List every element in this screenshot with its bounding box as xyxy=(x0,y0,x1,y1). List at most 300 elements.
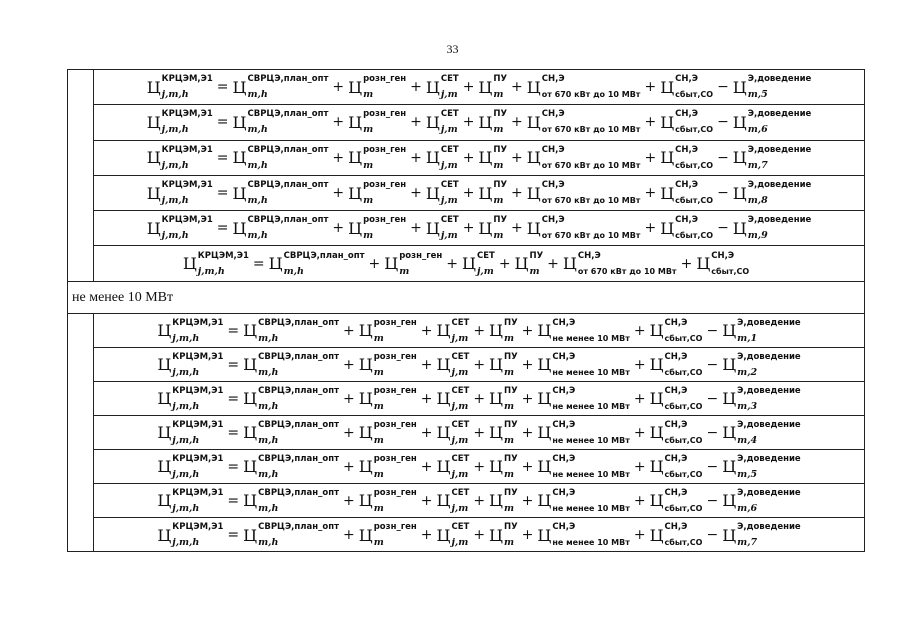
superscript: СН,Э xyxy=(541,180,565,191)
superscript: СВРЦЭ,план_опт xyxy=(258,522,340,532)
price-symbol: Ц xyxy=(348,77,363,97)
subscript: не менее 10 МВт xyxy=(552,503,630,513)
subscript: m,h xyxy=(247,230,268,242)
operator: + xyxy=(521,424,534,441)
left-column-bottom xyxy=(68,314,94,552)
subscript: m,1 xyxy=(737,332,758,344)
superscript: СН,Э xyxy=(711,250,735,261)
operator: − xyxy=(706,458,719,475)
superscript: СН,Э xyxy=(541,109,565,120)
superscript: СН,Э xyxy=(552,487,576,498)
superscript: СВРЦЭ,план_опт xyxy=(247,180,329,191)
superscript: СН,Э xyxy=(541,74,565,85)
superscript: розн_ген xyxy=(373,385,417,396)
formula-table xyxy=(67,69,865,552)
formula-term xyxy=(243,317,340,344)
formula-term xyxy=(425,215,459,242)
price-symbol: Ц xyxy=(660,148,675,168)
price-symbol: Ц xyxy=(514,254,529,274)
superscript: розн_ген xyxy=(373,351,417,362)
superscript: розн_ген xyxy=(363,180,407,191)
formula-term xyxy=(722,522,801,548)
operator: + xyxy=(644,149,657,166)
superscript: розн_ген xyxy=(373,419,417,430)
superscript: ПУ xyxy=(529,250,544,261)
price-symbol: Ц xyxy=(436,457,451,476)
subscript: сбыт,СО xyxy=(664,503,703,513)
subscript: m,h xyxy=(247,124,268,136)
superscript: СН,Э xyxy=(552,351,576,362)
formula-term xyxy=(232,215,329,242)
superscript: Э,доведение xyxy=(747,74,812,85)
superscript: КРЦЭМ,Э1 xyxy=(161,215,213,226)
subscript: от 670 кВт до 10 МВт xyxy=(541,231,641,241)
operator: = xyxy=(227,458,240,475)
subscript: j,m xyxy=(440,124,458,136)
subscript: j,m,h xyxy=(172,366,200,378)
subscript: j,m,h xyxy=(172,537,200,548)
formula-term xyxy=(732,74,812,101)
operator: − xyxy=(706,492,719,509)
price-symbol: Ц xyxy=(722,457,737,476)
price-symbol: Ц xyxy=(462,254,476,274)
price-symbol: Ц xyxy=(146,148,161,168)
superscript: СЕТ xyxy=(451,351,470,362)
price-symbol: Ц xyxy=(232,183,247,203)
subscript: m,5 xyxy=(737,468,758,480)
superscript: СЕТ xyxy=(451,453,470,464)
subscript: j,m xyxy=(440,159,458,171)
formula-term xyxy=(157,351,224,378)
price-symbol: Ц xyxy=(157,389,172,408)
subscript: m,7 xyxy=(747,159,768,171)
price-symbol: Ц xyxy=(243,389,258,408)
operator: + xyxy=(473,458,486,475)
superscript: СН,Э xyxy=(664,453,688,464)
operator: + xyxy=(343,527,355,543)
superscript: СН,Э xyxy=(675,215,698,226)
subscript: m xyxy=(373,537,384,548)
subscript: m,h xyxy=(247,195,268,207)
price-symbol: Ц xyxy=(146,183,161,203)
formula-term xyxy=(732,144,812,171)
superscript: СВРЦЭ,план_опт xyxy=(247,74,329,85)
subscript: m xyxy=(373,502,384,514)
superscript: СЕТ xyxy=(440,144,459,155)
price-symbol: Ц xyxy=(157,525,172,545)
formula-term xyxy=(358,453,417,480)
superscript: ПУ xyxy=(493,215,508,226)
superscript: СН,Э xyxy=(552,419,576,430)
superscript: розн_ген xyxy=(373,453,417,464)
operator: + xyxy=(521,322,534,339)
price-symbol: Ц xyxy=(243,457,258,476)
operator: + xyxy=(332,220,345,237)
formula-term xyxy=(348,74,407,101)
formula-term xyxy=(358,522,417,548)
superscript: СЕТ xyxy=(451,487,470,498)
superscript: ПУ xyxy=(504,385,518,396)
subscript: m xyxy=(399,265,410,277)
price-symbol: Ц xyxy=(526,112,541,132)
subscript: j,m,h xyxy=(172,332,200,344)
operator: − xyxy=(706,527,719,543)
superscript: СН,Э xyxy=(664,351,688,362)
formula-term xyxy=(146,180,213,207)
subscript: m xyxy=(504,468,515,480)
operator: + xyxy=(680,255,693,272)
superscript: СВРЦЭ,план_опт xyxy=(258,487,340,498)
formula-term xyxy=(157,487,224,514)
subscript: m,h xyxy=(258,332,279,344)
superscript: Э,доведение xyxy=(747,180,812,191)
formula-row xyxy=(94,416,864,450)
subscript: m xyxy=(504,332,515,344)
subscript: m,5 xyxy=(747,89,768,101)
formula-term xyxy=(526,215,641,241)
operator: + xyxy=(420,492,433,509)
superscript: розн_ген xyxy=(399,250,443,261)
operator: + xyxy=(343,492,355,509)
formula-term xyxy=(146,109,213,136)
operator: − xyxy=(706,356,719,373)
formula-term xyxy=(696,250,750,276)
superscript: КРЦЭМ,Э1 xyxy=(172,351,224,362)
superscript: СН,Э xyxy=(664,419,688,430)
formula-term xyxy=(232,74,329,101)
subscript: j,m xyxy=(451,502,469,514)
superscript: КРЦЭМ,Э1 xyxy=(161,74,213,85)
formula-term xyxy=(268,250,365,277)
subscript: j,m xyxy=(451,332,469,344)
subscript: j,m xyxy=(451,537,469,548)
superscript: Э,доведение xyxy=(747,109,812,120)
formula-term xyxy=(722,487,801,514)
subscript: m xyxy=(363,89,374,101)
superscript: розн_ген xyxy=(363,109,407,120)
operator: + xyxy=(521,492,534,509)
formula-term xyxy=(526,180,641,206)
price-symbol: Ц xyxy=(436,525,451,545)
operator: + xyxy=(473,356,486,373)
operator: + xyxy=(547,255,559,272)
superscript: КРЦЭМ,Э1 xyxy=(172,317,224,328)
superscript: Э,доведение xyxy=(747,144,812,155)
price-symbol: Ц xyxy=(722,321,737,340)
formula-term xyxy=(732,215,812,242)
operator: + xyxy=(633,356,646,373)
superscript: ПУ xyxy=(504,317,518,328)
superscript: СН,Э xyxy=(675,74,698,85)
price-symbol: Ц xyxy=(537,457,552,476)
formula-term xyxy=(478,144,508,171)
formula-term xyxy=(649,351,703,377)
formula-term xyxy=(243,487,340,514)
price-symbol: Ц xyxy=(243,491,258,510)
superscript: СЕТ xyxy=(476,250,495,261)
formula xyxy=(146,215,812,242)
formula-term xyxy=(478,74,508,101)
formula-term xyxy=(232,180,329,207)
price-symbol: Ц xyxy=(526,218,541,238)
price-symbol: Ц xyxy=(537,491,552,510)
formula-term xyxy=(348,215,407,242)
formula xyxy=(146,144,812,171)
price-symbol: Ц xyxy=(232,148,247,168)
superscript: СЕТ xyxy=(451,419,470,430)
superscript: ПУ xyxy=(504,351,518,362)
subscript: сбыт,СО xyxy=(664,367,703,377)
formula-term xyxy=(157,317,224,344)
price-symbol: Ц xyxy=(649,491,664,510)
price-symbol: Ц xyxy=(478,183,493,203)
operator: + xyxy=(420,322,433,339)
formula-term xyxy=(146,215,213,242)
price-symbol: Ц xyxy=(649,423,664,442)
price-symbol: Ц xyxy=(157,321,172,340)
superscript: КРЦЭМ,Э1 xyxy=(172,453,224,464)
superscript: СН,Э xyxy=(664,385,688,396)
price-symbol: Ц xyxy=(649,525,664,545)
price-symbol: Ц xyxy=(146,77,161,97)
formula-term xyxy=(489,351,518,378)
price-symbol: Ц xyxy=(358,389,373,408)
price-symbol: Ц xyxy=(722,423,737,442)
subscript: сбыт,СО xyxy=(664,469,703,479)
formula-term xyxy=(732,180,812,207)
subscript: не менее 10 МВт xyxy=(552,538,630,547)
price-symbol: Ц xyxy=(425,77,440,97)
formula-row xyxy=(94,211,864,246)
formula-term xyxy=(649,419,703,445)
superscript: СН,Э xyxy=(541,215,565,226)
price-symbol: Ц xyxy=(157,491,172,510)
price-symbol: Ц xyxy=(489,389,503,408)
superscript: СВРЦЭ,план_опт xyxy=(258,385,340,396)
formula-term xyxy=(537,522,630,547)
formula-term xyxy=(722,385,801,412)
subscript: j,m,h xyxy=(161,124,189,136)
formula-term xyxy=(732,109,812,136)
price-symbol: Ц xyxy=(157,423,172,442)
formula-row xyxy=(94,70,864,105)
formula xyxy=(157,453,801,480)
formula-term xyxy=(243,453,340,480)
operator: + xyxy=(343,458,355,475)
superscript: ПУ xyxy=(504,522,518,532)
superscript: СВРЦЭ,план_опт xyxy=(247,109,329,120)
formula-term xyxy=(722,453,801,480)
subscript: j,m,h xyxy=(161,195,189,207)
price-symbol: Ц xyxy=(660,112,675,132)
price-symbol: Ц xyxy=(478,77,493,97)
formula-term xyxy=(358,317,417,344)
subscript: m,7 xyxy=(737,537,758,548)
superscript: СН,Э xyxy=(552,385,576,396)
formula-row xyxy=(68,247,864,282)
formula-term xyxy=(348,109,407,136)
price-symbol: Ц xyxy=(732,183,747,203)
superscript: СЕТ xyxy=(440,74,459,85)
subscript: m,2 xyxy=(737,366,758,378)
price-symbol: Ц xyxy=(157,355,172,374)
operator: + xyxy=(644,79,657,96)
operator: + xyxy=(332,149,345,166)
subscript: m xyxy=(373,366,384,378)
superscript: Э,доведение xyxy=(747,215,812,226)
price-symbol: Ц xyxy=(660,218,675,238)
subscript: m,4 xyxy=(737,434,758,446)
subscript: j,m xyxy=(451,400,469,412)
price-symbol: Ц xyxy=(425,183,440,203)
price-symbol: Ц xyxy=(489,423,503,442)
subscript: m,h xyxy=(258,366,279,378)
subscript: m xyxy=(504,400,515,412)
formula-term xyxy=(660,74,714,100)
subscript: сбыт,СО xyxy=(675,160,714,170)
price-symbol: Ц xyxy=(537,355,552,374)
operator: + xyxy=(473,390,486,407)
subscript: m xyxy=(493,195,504,207)
price-symbol: Ц xyxy=(489,525,503,545)
operator: = xyxy=(227,527,240,543)
price-symbol: Ц xyxy=(660,77,675,97)
formula-term xyxy=(436,351,470,378)
operator: + xyxy=(343,356,355,373)
formula-term xyxy=(243,351,340,378)
operator: = xyxy=(227,424,240,441)
subscript: m,3 xyxy=(737,400,758,412)
subscript: m xyxy=(373,332,384,344)
formula-term xyxy=(537,419,630,445)
formula-term xyxy=(146,144,213,171)
subscript: m,8 xyxy=(747,195,768,207)
operator: + xyxy=(462,79,475,96)
formula-term xyxy=(436,453,470,480)
price-symbol: Ц xyxy=(478,112,493,132)
subscript: m xyxy=(373,468,384,480)
formula-row xyxy=(94,105,864,140)
subscript: сбыт,СО xyxy=(664,435,703,445)
superscript: СВРЦЭ,план_опт xyxy=(258,419,340,430)
superscript: СН,Э xyxy=(552,453,576,464)
subscript: не менее 10 МВт xyxy=(552,469,630,479)
formula-term xyxy=(182,250,249,277)
price-symbol: Ц xyxy=(232,112,247,132)
operator: + xyxy=(343,390,355,407)
superscript: КРЦЭМ,Э1 xyxy=(161,144,213,155)
superscript: СЕТ xyxy=(451,522,470,532)
subscript: j,m,h xyxy=(172,400,200,412)
operator: = xyxy=(216,185,229,202)
subscript: сбыт,СО xyxy=(664,401,703,411)
formula-term xyxy=(562,250,677,276)
subscript: m,h xyxy=(258,537,279,548)
formula-term xyxy=(243,385,340,412)
formula-term xyxy=(722,351,801,378)
subscript: сбыт,СО xyxy=(664,333,703,343)
formula-term xyxy=(384,250,443,277)
superscript: КРЦЭМ,Э1 xyxy=(172,419,224,430)
subscript: m xyxy=(504,366,515,378)
formula-term xyxy=(649,453,703,479)
price-symbol: Ц xyxy=(478,218,493,238)
subscript: от 670 кВт до 10 МВт xyxy=(541,196,641,206)
operator: = xyxy=(216,149,229,166)
price-symbol: Ц xyxy=(358,423,373,442)
superscript: СН,Э xyxy=(664,317,688,328)
price-symbol: Ц xyxy=(526,183,541,203)
formula-term xyxy=(436,522,470,548)
operator: + xyxy=(521,390,534,407)
operator: − xyxy=(717,79,729,96)
operator: + xyxy=(368,255,381,272)
subscript: m,h xyxy=(247,159,268,171)
formula-term xyxy=(649,317,703,343)
subscript: сбыт,СО xyxy=(664,538,703,547)
subscript: j,m,h xyxy=(172,434,200,446)
superscript: СВРЦЭ,план_опт xyxy=(258,453,340,464)
operator: + xyxy=(511,114,523,131)
formula-term xyxy=(537,317,630,343)
subscript: не менее 10 МВт xyxy=(552,401,630,411)
formula-row xyxy=(94,141,864,176)
formula-term xyxy=(489,385,518,412)
operator: + xyxy=(462,149,475,166)
page-number: 33 xyxy=(446,42,459,56)
superscript: ПУ xyxy=(504,487,518,498)
operator: + xyxy=(332,114,345,131)
operator: − xyxy=(706,322,719,339)
subscript: сбыт,СО xyxy=(711,266,750,276)
operator: + xyxy=(410,149,422,166)
subscript: m xyxy=(504,502,515,514)
superscript: СН,Э xyxy=(664,522,688,532)
operator: + xyxy=(498,255,511,272)
price-symbol: Ц xyxy=(425,112,440,132)
superscript: КРЦЭМ,Э1 xyxy=(172,487,224,498)
superscript: ПУ xyxy=(493,109,508,120)
operator: + xyxy=(473,424,486,441)
operator: = xyxy=(227,492,240,509)
formula-term xyxy=(489,487,518,514)
operator: + xyxy=(473,527,486,543)
formula-term xyxy=(478,215,508,242)
formula-term xyxy=(436,419,470,446)
formula-term xyxy=(436,317,470,344)
formula xyxy=(146,180,812,207)
superscript: Э,доведение xyxy=(737,385,801,396)
operator: + xyxy=(511,79,523,96)
formula xyxy=(157,487,801,514)
price-symbol: Ц xyxy=(268,254,283,274)
formula-term xyxy=(537,487,630,513)
superscript: СН,Э xyxy=(552,522,576,532)
operator: + xyxy=(633,424,646,441)
price-symbol: Ц xyxy=(436,355,451,374)
superscript: розн_ген xyxy=(373,487,417,498)
formula-term xyxy=(462,250,495,277)
formula-term xyxy=(537,453,630,479)
subscript: m,6 xyxy=(747,124,768,136)
formula xyxy=(146,74,812,101)
formula-row xyxy=(94,348,864,382)
operator: + xyxy=(420,356,433,373)
price-symbol: Ц xyxy=(526,77,541,97)
subscript: j,m,h xyxy=(161,230,189,242)
formula-term xyxy=(649,385,703,411)
operator: + xyxy=(332,79,345,96)
